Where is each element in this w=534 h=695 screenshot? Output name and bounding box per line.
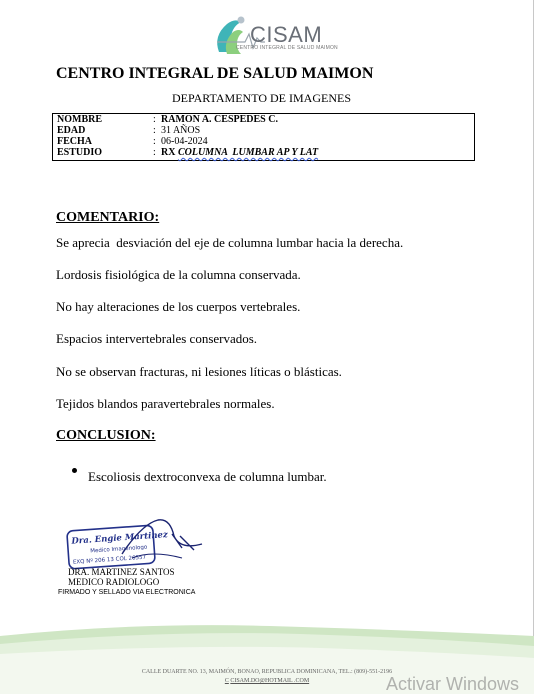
logo-name: CISAM (250, 22, 323, 47)
info-separator: : (153, 147, 156, 158)
doctor-name: DRA. MARTINEZ SANTOS (68, 567, 175, 577)
comment-line: Espacios intervertebrales conservados. (56, 331, 258, 346)
conclusion-heading: CONCLUSION: (56, 428, 156, 443)
stamp-line-1: Dra. Engie Martinez (71, 530, 169, 547)
info-label: NOMBRE (57, 114, 102, 125)
study-name: COLUMNA LUMBAR AP Y LAT (177, 147, 319, 158)
study-type (161, 147, 318, 158)
comment-line: Tejidos blandos paravertebrales normales. (56, 396, 275, 411)
comment-line: Lordosis fisiológica de la columna conservada. (56, 267, 301, 282)
study-prefix: RX (161, 147, 178, 158)
department-label: DEPARTAMENTO DE IMAGENES (172, 91, 351, 105)
stamp-line-2: Medico Imagenologo (90, 544, 148, 555)
footer-address: CALLE DUARTE NO. 13, MAIMÓN, BONAO, REPUBLICA DOMINICANA, TEL.: (809)-551-2196 (141, 669, 393, 675)
comment-line: Se aprecia desviación del eje de columna lumbar hacia la derecha. (56, 235, 404, 250)
info-separator: : (153, 114, 156, 125)
info-label: FECHA (57, 136, 92, 147)
patient-age: 31 AÑOS (161, 125, 201, 136)
windows-activation-watermark: Activar Windows (386, 674, 520, 694)
comment-heading: COMENTARIO: (56, 210, 160, 225)
info-label: EDAD (57, 125, 86, 136)
bullet-icon (72, 468, 77, 473)
info-separator: : (153, 136, 156, 147)
page-title: CENTRO INTEGRAL DE SALUD MAIMON (56, 65, 374, 82)
signature-note: FIRMADO Y SELLADO VIA ELECTRONICA (58, 589, 196, 596)
footer-email-address[interactable]: CISAM.DO@HOTMAIL .COM (230, 678, 310, 684)
logo-subtitle: CENTRO INTEGRAL DE SALUD MAIMON (236, 45, 338, 51)
info-label: ESTUDIO (57, 147, 103, 158)
conclusion-item: Escoliosis dextroconvexa de columna lumbar. (88, 469, 327, 484)
footer-email-prefix: C (224, 678, 229, 684)
study-date: 06-04-2024 (161, 136, 208, 147)
signature-stamp (62, 514, 212, 574)
comment-line: No hay alteraciones de los cuerpos vertebrales. (56, 299, 301, 314)
info-separator: : (153, 125, 156, 136)
comment-line: No se observan fracturas, ni lesiones líticas o blásticas. (56, 364, 342, 379)
doctor-role: MEDICO RADIOLOGO (68, 577, 160, 587)
patient-info-box (52, 113, 475, 161)
patient-name: RAMON A. CESPEDES C. (161, 114, 278, 125)
stamp-line-3: EXQ Nº 206 13 COL 26557 (72, 554, 147, 566)
